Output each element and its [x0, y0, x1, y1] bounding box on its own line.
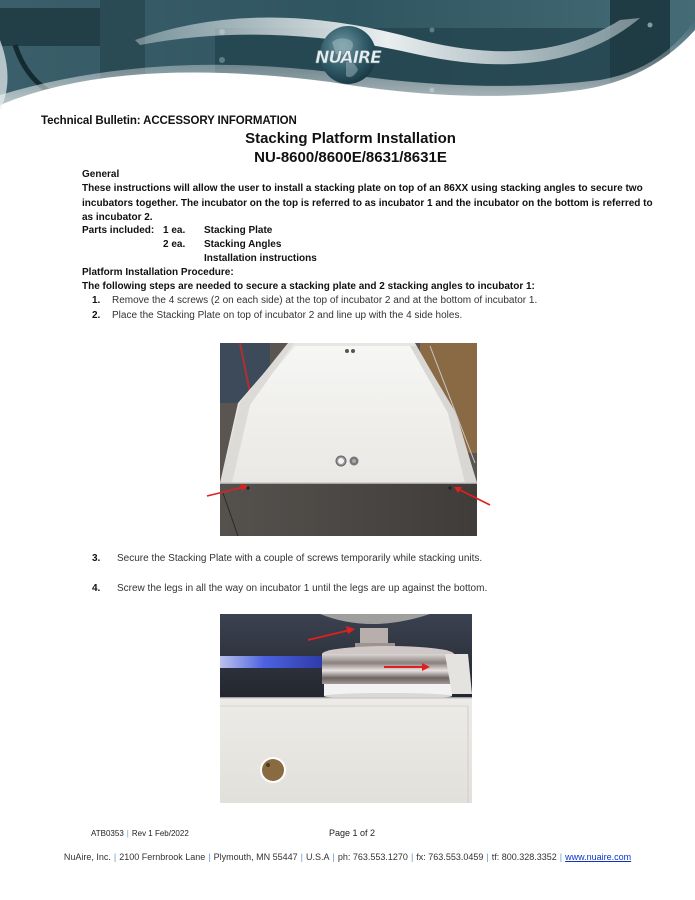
step-item [82, 308, 537, 323]
city: Plymouth, MN 55447 [213, 852, 298, 862]
revision: Rev 1 Feb/2022 [131, 829, 189, 838]
step-item [82, 583, 487, 613]
step-text: Place the Stacking Plate on top of incubator 2 and line up with the 4 side holes. [112, 310, 463, 321]
part-name: Installation instructions [204, 253, 317, 264]
step-number: 3. [92, 553, 101, 564]
parts-row [82, 238, 317, 252]
part-name: Stacking Angles [204, 239, 282, 250]
page-title: Stacking Platform Installation [245, 130, 456, 147]
phone: ph: 763.553.1270 [337, 852, 408, 862]
step-number: 2. [92, 310, 101, 321]
annotation-arrows [200, 475, 500, 515]
step-number: 4. [92, 583, 101, 594]
country: U.S.A [306, 852, 330, 862]
footer-contact: NuAire, Inc. | 2100 Fernbrook Lane | Plymouth, MN 55447 | U.S.A | ph: 763.553.1270 | fx: 763.553.0459 | tf: 800.328.3352 | www.nuaire.com [63, 852, 632, 862]
parts-row [82, 252, 317, 266]
step-number: 1. [92, 295, 101, 306]
red-arrow-icon [454, 487, 490, 505]
steps-list [82, 293, 537, 323]
steps-list-continued [82, 553, 487, 613]
procedure-intro: The following steps are needed to secure a stacking plate and 2 stacking angles to incubator 1: [82, 281, 535, 292]
company-name: NuAire, Inc. [63, 852, 111, 862]
step-item [82, 293, 537, 308]
general-description: These instructions will allow the user to install a stacking plate on top of an 86XX using stacking angles to secure two incubators together. The incubator on the top is referred to as incubator 1 and the incubator on the bottom is referred to as incubator 2. [82, 183, 653, 223]
red-arrow-icon [207, 484, 248, 496]
address: 2100 Fernbrook Lane [119, 852, 206, 862]
header-banner [0, 0, 695, 112]
parts-list [82, 224, 317, 266]
toll-free: tf: 800.328.3352 [491, 852, 557, 862]
part-qty: 2 ea. [163, 239, 186, 250]
step-item [82, 553, 487, 583]
parts-row [82, 224, 317, 238]
parts-label: Parts included: [82, 225, 155, 236]
website-link[interactable]: www.nuaire.com [565, 852, 632, 862]
svg-text:NUAIRE: NUAIRE [315, 48, 381, 68]
step-text: Secure the Stacking Plate with a couple of screws temporarily while stacking units. [117, 553, 483, 564]
part-qty [163, 252, 204, 266]
step-text: Screw the legs in all the way on incubator 1 until the legs are up against the bottom. [117, 583, 488, 594]
bulletin-label: Technical Bulletin: ACCESSORY INFORMATION [41, 115, 297, 127]
separator: | [126, 829, 129, 838]
part-qty: 1 ea. [163, 225, 186, 236]
procedure-heading: Platform Installation Procedure: [82, 267, 234, 278]
incubator-leg-photo [220, 614, 472, 803]
document-id [91, 829, 189, 838]
fax: fx: 763.553.0459 [416, 852, 484, 862]
page-number: Page 1 of 2 [329, 828, 376, 838]
part-name: Stacking Plate [204, 225, 273, 236]
step-text: Remove the 4 screws (2 on each side) at the top of incubator 2 and at the bottom of incubator 1. [112, 295, 538, 306]
general-heading: General [82, 169, 120, 180]
model-numbers: NU-8600/8600E/8631/8631E [254, 149, 447, 166]
banner-graphic [0, 0, 695, 112]
doc-number: ATB0353 [91, 829, 124, 838]
